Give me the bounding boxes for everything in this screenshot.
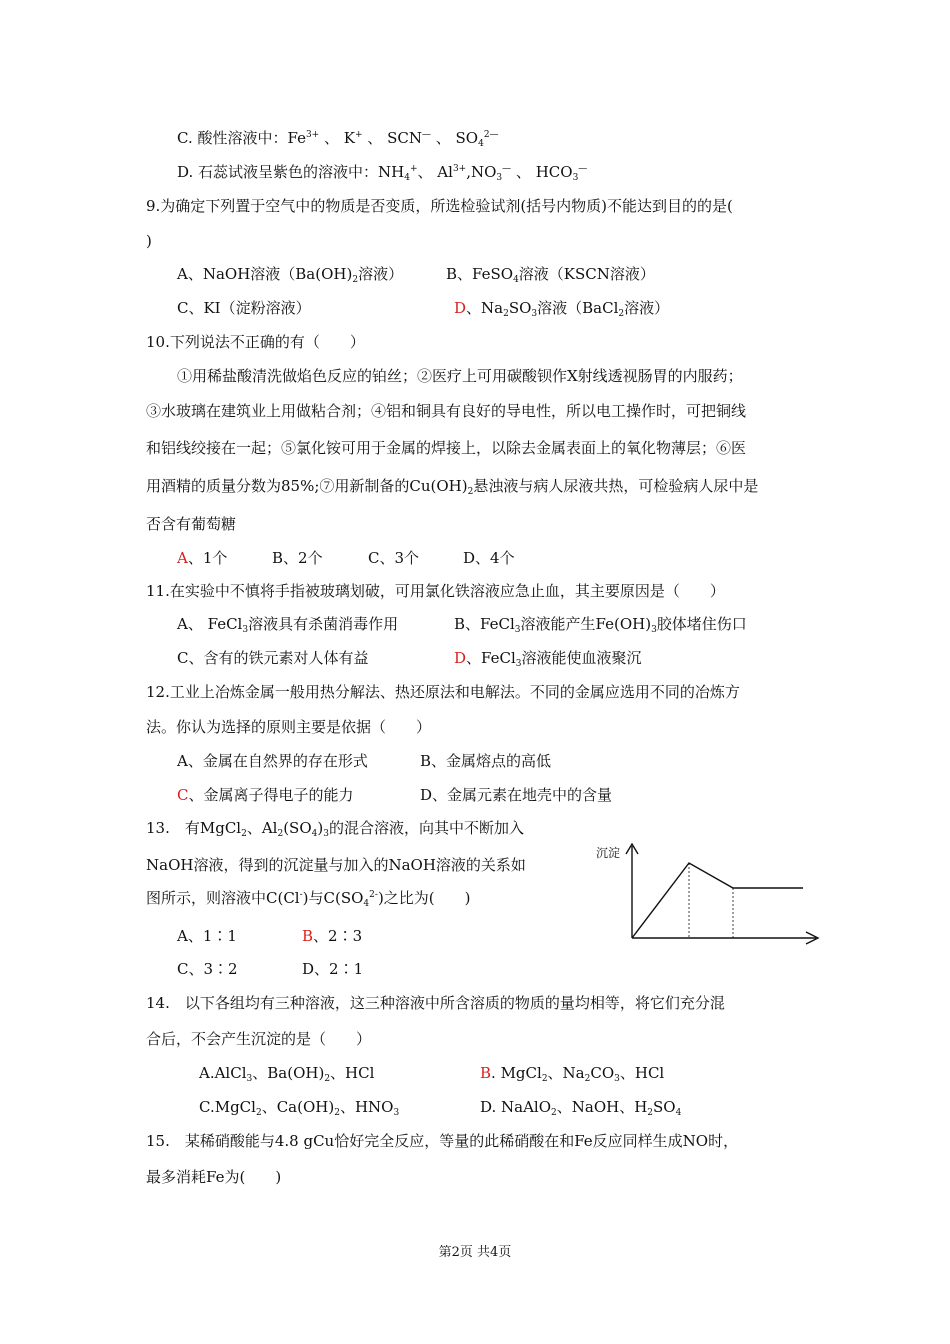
q10-text-line4: 用酒精的质量分数为85%;⑦用新制备的$Cu(OH)_2$悬浊液与病人尿液共热，可检验病人尿中是 <box>146 477 759 497</box>
q14-stem-line1: 14. 以下各组均有三种溶液，这三种溶液中所含溶质的物质的量均相等，将它们充分混 <box>146 994 725 1012</box>
precipitate-curve <box>632 863 803 938</box>
q14-option-b: B. MgCl$_2$、$Na_2CO_3$、HCl <box>480 1064 665 1084</box>
q15-stem-line2: 最多消耗Fe为( ) <box>146 1168 282 1186</box>
q9-stem-cont: ) <box>146 232 152 250</box>
q10-option-d: D、4个 <box>463 549 515 567</box>
q10-option-c: C、3个 <box>368 549 420 567</box>
answer-mark: D <box>454 299 467 317</box>
q11-stem: 11.在实验中不慎将手指被玻璃划破，可用氯化铁溶液应急止血，其主要原因是（ ） <box>146 582 725 600</box>
q12-option-c: C、金属离子得电子的能力 <box>177 786 354 804</box>
answer-mark: C <box>177 786 189 804</box>
q12-option-d: D、金属元素在地壳中的含量 <box>420 786 613 804</box>
q12-option-a: A、金属在自然界的存在形式 <box>177 752 368 770</box>
answer-mark: A <box>177 549 188 567</box>
q13-stem-line1: 13. 有MgCl$_2$、$Al_2(SO_4)_3$的混合溶液，向其中不断加入 <box>146 819 524 839</box>
y-axis-label: 沉淀 <box>596 846 621 860</box>
q9-option-d: D、$Na_2SO_3$溶液（BaCl$_2$溶液） <box>454 299 670 319</box>
answer-mark: D <box>454 649 467 667</box>
q10-text-line1: ①用稀盐酸清洗做焰色反应的铂丝；②医疗上可用碳酸钡作X射线透视肠胃的内服药； <box>177 367 743 385</box>
page-footer: 第2页 共4页 <box>438 1245 512 1260</box>
q13-option-c: C、3∶2 <box>177 960 238 978</box>
q13-precipitate-graph <box>592 840 824 948</box>
q10-text-line3: 和铝线绞接在一起；⑤氯化铵可用于金属的焊接上，以除去金属表面上的氧化物薄层；⑥医 <box>146 439 747 457</box>
q9-option-b: B、FeSO$_4$溶液（KSCN溶液） <box>446 265 655 285</box>
q10-option-b: B、2个 <box>272 549 323 567</box>
q11-option-d: D、FeCl$_3$溶液能使血液聚沉 <box>454 649 642 669</box>
q10-text-line5: 否含有葡萄糖 <box>146 515 237 533</box>
answer-mark: B <box>302 927 314 945</box>
q12-option-b: B、金属熔点的高低 <box>420 752 552 770</box>
q14-option-d: D. NaAlO$_2$、NaOH、$H_2SO_4$ <box>480 1098 682 1118</box>
q10-option-a: A、1个 <box>177 549 228 567</box>
q13-option-a: A、1∶1 <box>177 927 237 945</box>
q11-option-a: A、 FeCl$_3$溶液具有杀菌消毒作用 <box>177 615 399 635</box>
q8-option-c: C. 酸性溶液中：$Fe^{3+}$ 、 K+ 、 SCN— 、 $SO_4^{2—}$ <box>177 129 499 149</box>
q9-option-c: C、KI（淀粉溶液） <box>177 299 311 317</box>
q10-text-line2: ③水玻璃在建筑业上用做粘合剂；④铝和铜具有良好的导电性，所以电工操作时，可把铜线 <box>146 402 747 420</box>
q13-option-d: D、2∶1 <box>302 960 364 978</box>
q15-stem-line1: 15. 某稀硝酸能与4.8 gCu恰好完全反应，等量的此稀硝酸在和Fe反应同样生成NO时， <box>146 1132 739 1150</box>
q11-option-c: C、含有的铁元素对人体有益 <box>177 649 369 667</box>
answer-mark: B <box>480 1064 492 1082</box>
q14-option-c: C.MgCl$_2$、$Ca(OH)_2$、$HNO_3$ <box>199 1098 400 1118</box>
q12-stem-line2: 法。你认为选择的原则主要是依据（ ） <box>146 718 432 736</box>
q8-option-d: D. 石蕊试液呈紫色的溶液中：$NH_4^+$、 $Al^{3+},NO_3^—$ 、 $HCO_3^—$ <box>177 163 588 183</box>
q12-stem-line1: 12.工业上冶炼金属一般用热分解法、热还原法和电解法。不同的金属应选用不同的冶炼方 <box>146 683 740 701</box>
q13-option-b: B、2∶3 <box>302 927 363 945</box>
q9-stem: 9.为确定下列置于空气中的物质是否变质，所选检验试剂(括号内物质)不能达到目的的是( <box>146 197 733 215</box>
q14-option-a: A.AlCl$_3$、$Ba(OH)_2$、HCl <box>199 1064 375 1084</box>
q13-stem-line2: NaOH溶液，得到的沉淀量与加入的NaOH溶液的关系如 <box>146 856 526 874</box>
q13-stem-line3: 图所示，则溶液中C(Cl-)与$C(SO_4^{2-})$之比为( ) <box>146 889 471 909</box>
q14-stem-line2: 合后，不会产生沉淀的是（ ） <box>146 1030 372 1048</box>
q11-option-b: B、FeCl$_3$溶液能产生$Fe(OH)_3$胶体堵住伤口 <box>454 615 747 635</box>
q10-stem: 10.下列说法不正确的有（ ） <box>146 333 365 351</box>
q9-option-a: A、NaOH溶液（$Ba(OH)_2$溶液） <box>177 265 404 285</box>
